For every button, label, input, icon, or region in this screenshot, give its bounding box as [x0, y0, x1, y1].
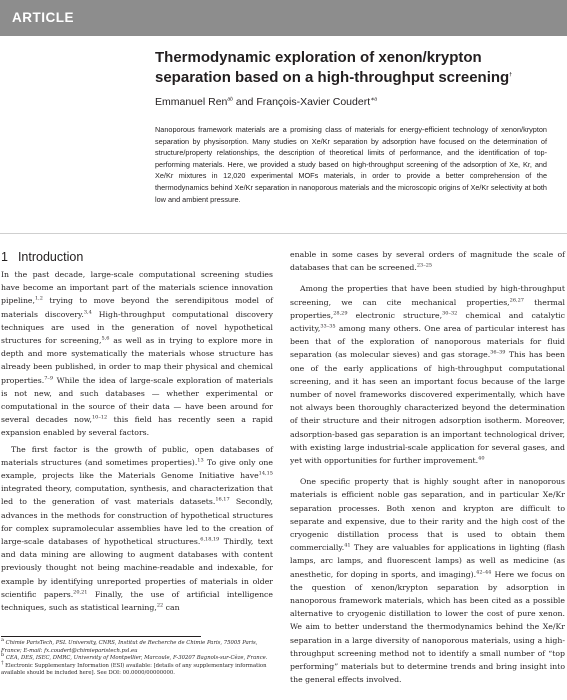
author-list	[155, 96, 545, 109]
header-divider	[0, 233, 567, 234]
citation: 13	[197, 457, 204, 464]
text-run: Finally, the use of artificial intelligence techniques, such as statistical learning,	[1, 589, 273, 613]
paragraph	[1, 443, 273, 615]
body-column-right	[290, 248, 565, 687]
section-title: Introduction	[17, 250, 84, 264]
abstract: Nanoporous framework materials are a promising class of materials for energy-efficient technology of xenon/krypton separation by physisorption. Many studies on Xe/Kr separation by adsorption have focused on the determination of structure/property relationships, the description of theoretical limits of performance, and the identification of top-performing materials. Here, we provided a study based on high-throughput screening of the adsorption of Xe, Kr, and Xe/Kr mixtures in 12,020 experimental MOFs materials, in order to provide a better comprehension of the thermodynamics behind Xe/Kr separation in nanoporous materials and the microscopic origins of Xe/Kr selectivity at both low and ambient pressure.	[155, 125, 547, 204]
article-type-label: ARTICLE	[12, 10, 74, 25]
text-run: electronic structure,	[347, 310, 443, 320]
paragraph	[290, 475, 565, 686]
title-footnote-mark: †	[509, 72, 512, 78]
text-run: While the idea of large-scale exploration of materials is not new, and such databases — whether experimental or computational in the source of their data — have been around for several decades now,	[1, 375, 273, 425]
text-run: enable in some cases by several orders of magnitude the scale of databases that can be screened.	[290, 250, 565, 273]
citation: 6,18,19	[200, 536, 220, 543]
text-run: as well as in trying to explore more in depth and more systematically the materials whose structure has already been published, in order to map their physical and chemical properties.	[1, 336, 273, 385]
text-run: can	[163, 603, 180, 613]
text-run: Secondly, advances in the methods for construction of hypothetical structures for complex supramolecular assemblies have led to the creation of large-scale databases of hypothetical structures.	[1, 497, 273, 547]
footnotes	[1, 637, 273, 678]
author-affiliation: ∗a	[370, 96, 378, 103]
text-run: One specific property that is highly sought after in nanoporous materials is efficient noble gas separation, and in particular Xe/Kr separation processes. Both xenon and krypton are difficult to separate and expensive, due to their rarity and the high cost of the cryogenic distillation process that is used to obtain them commercially.	[290, 477, 565, 553]
citation: 3,4	[83, 309, 92, 316]
text-run: They are valuables for applications in lighting (flash lamps, arc lamps, and fluorescent lamps) as well as medicine (as anesthetic, for doping in sports, and imaging).	[290, 543, 565, 579]
paragraph	[1, 268, 273, 440]
text-run: To give only one example, projects like the Materials Genome Initiative have	[1, 457, 273, 481]
citation: 30–32	[442, 310, 458, 317]
citation: 40	[478, 455, 485, 462]
text-run: This has been one of the early applications of high-throughput computational screening, and it has seen an important focus because of the large number of novel frameworks discovered experimentally, which have not always been thoroughly characterized beyond the determination of their structure and their nitrogen adsorption isotherm. Moreover, adsorption-based gas separation is an important technological driver, with existing large industrial-scale application for several gases, and yet with opportunities for further improvement.	[290, 350, 565, 466]
author-affiliation: ab	[227, 96, 233, 103]
body-column-left	[1, 268, 273, 614]
citation: 36–39	[490, 349, 506, 356]
text-run: High-throughput computational discovery techniques are used in the generation of novel hypothetical structures for screening,	[1, 309, 273, 346]
footnote-rule	[1, 636, 201, 637]
citation: 41	[344, 542, 351, 549]
citation: 23–25	[416, 262, 433, 269]
author-name: Emmanuel Ren	[155, 96, 228, 108]
text-run: The first factor is the growth of public, open databases of materials structures (and sometimes properties).	[1, 444, 273, 467]
citation: 10–12	[92, 414, 108, 421]
citation: 42–44	[476, 569, 492, 576]
footnote: † Electronic Supplementary Information (ESI) available: [details of any supplementary information available should be included here]. See DOI: 00.0000/00000000.	[1, 660, 267, 677]
citation: 14,15	[258, 470, 273, 477]
citation: 1,2	[35, 295, 43, 302]
paragraph	[290, 248, 565, 274]
author-name: François-Xavier Coudert	[256, 96, 371, 108]
author-separator: and	[235, 96, 254, 108]
footnote: $^a$ Chimie ParisTech, PSL University, CNRS, Institut de Recherche de Chimie Paris, 75005 Paris, France; E-mail: fx.coudert@chimieparistech.psl.eu	[1, 637, 258, 654]
section-number: 1	[1, 250, 8, 264]
citation: 33–35	[320, 323, 336, 330]
text-run: chemical and catalytic activity,	[290, 310, 566, 334]
text-run: integrated theory, computation, synthesis, and characterization that led to the generation of vast materials datasets.	[1, 484, 273, 507]
text-run: this field has recently seen a rapid expansion enabled by several factors.	[1, 415, 273, 438]
citation: 7–9	[44, 375, 54, 382]
text-run: Among the properties that have been studied by high-throughput screening, we can cite mechanical properties,	[290, 284, 565, 307]
citation: 20,21	[73, 589, 88, 596]
text-run: Thirdly, text and data mining are allowing to augment databases with content previously thought not being machine-readable and indexable, for example by identifying unreported properties of materials in older scientific papers.	[1, 537, 273, 599]
citation: 22	[156, 602, 164, 609]
text-run: thermal properties,	[290, 297, 566, 320]
paper-title: Thermodynamic exploration of xenon/krypton separation based on a high-throughput screening†	[155, 49, 512, 86]
citation: 16,17	[215, 496, 230, 503]
citation: 28,29	[333, 310, 348, 317]
footnote: $^b$ CEA, DES, ISEC, DMRC, University of Montpellier, Marcoule, F-30207 Bagnols-sur-Cèze, France.	[1, 652, 268, 662]
section-heading	[1, 250, 83, 264]
text-run: trying to move beyond the serendipitous model of materials discovery.	[1, 296, 273, 319]
citation: 26,27	[509, 297, 524, 304]
text-run: among many others. One area of particular interest has been that of the exploration of nanoporous materials for fluid separation (as molecular sieves) and gas storage.	[290, 324, 565, 360]
citation: 5,6	[101, 335, 110, 342]
article-banner	[0, 0, 567, 36]
paragraph	[290, 282, 565, 467]
text-run: In the past decade, large-scale computational screening studies have become an important part of the materials science innovation pipeline,	[1, 270, 273, 306]
text-run: Here we focus on the question of xenon/krypton separation by adsorption in nanoporous framework materials, which has been cited as a possible alternative to cryogenic distillation to lower the cost of pure xenon. We aim to better understand the thermodynamics behind the Xe/Kr separation in a large diversity of nanoporous materials, using a high-throughput screening method not to identify a small number of “top performing” materials but to determine trends and bring insight into the general effects involved.	[290, 569, 565, 685]
